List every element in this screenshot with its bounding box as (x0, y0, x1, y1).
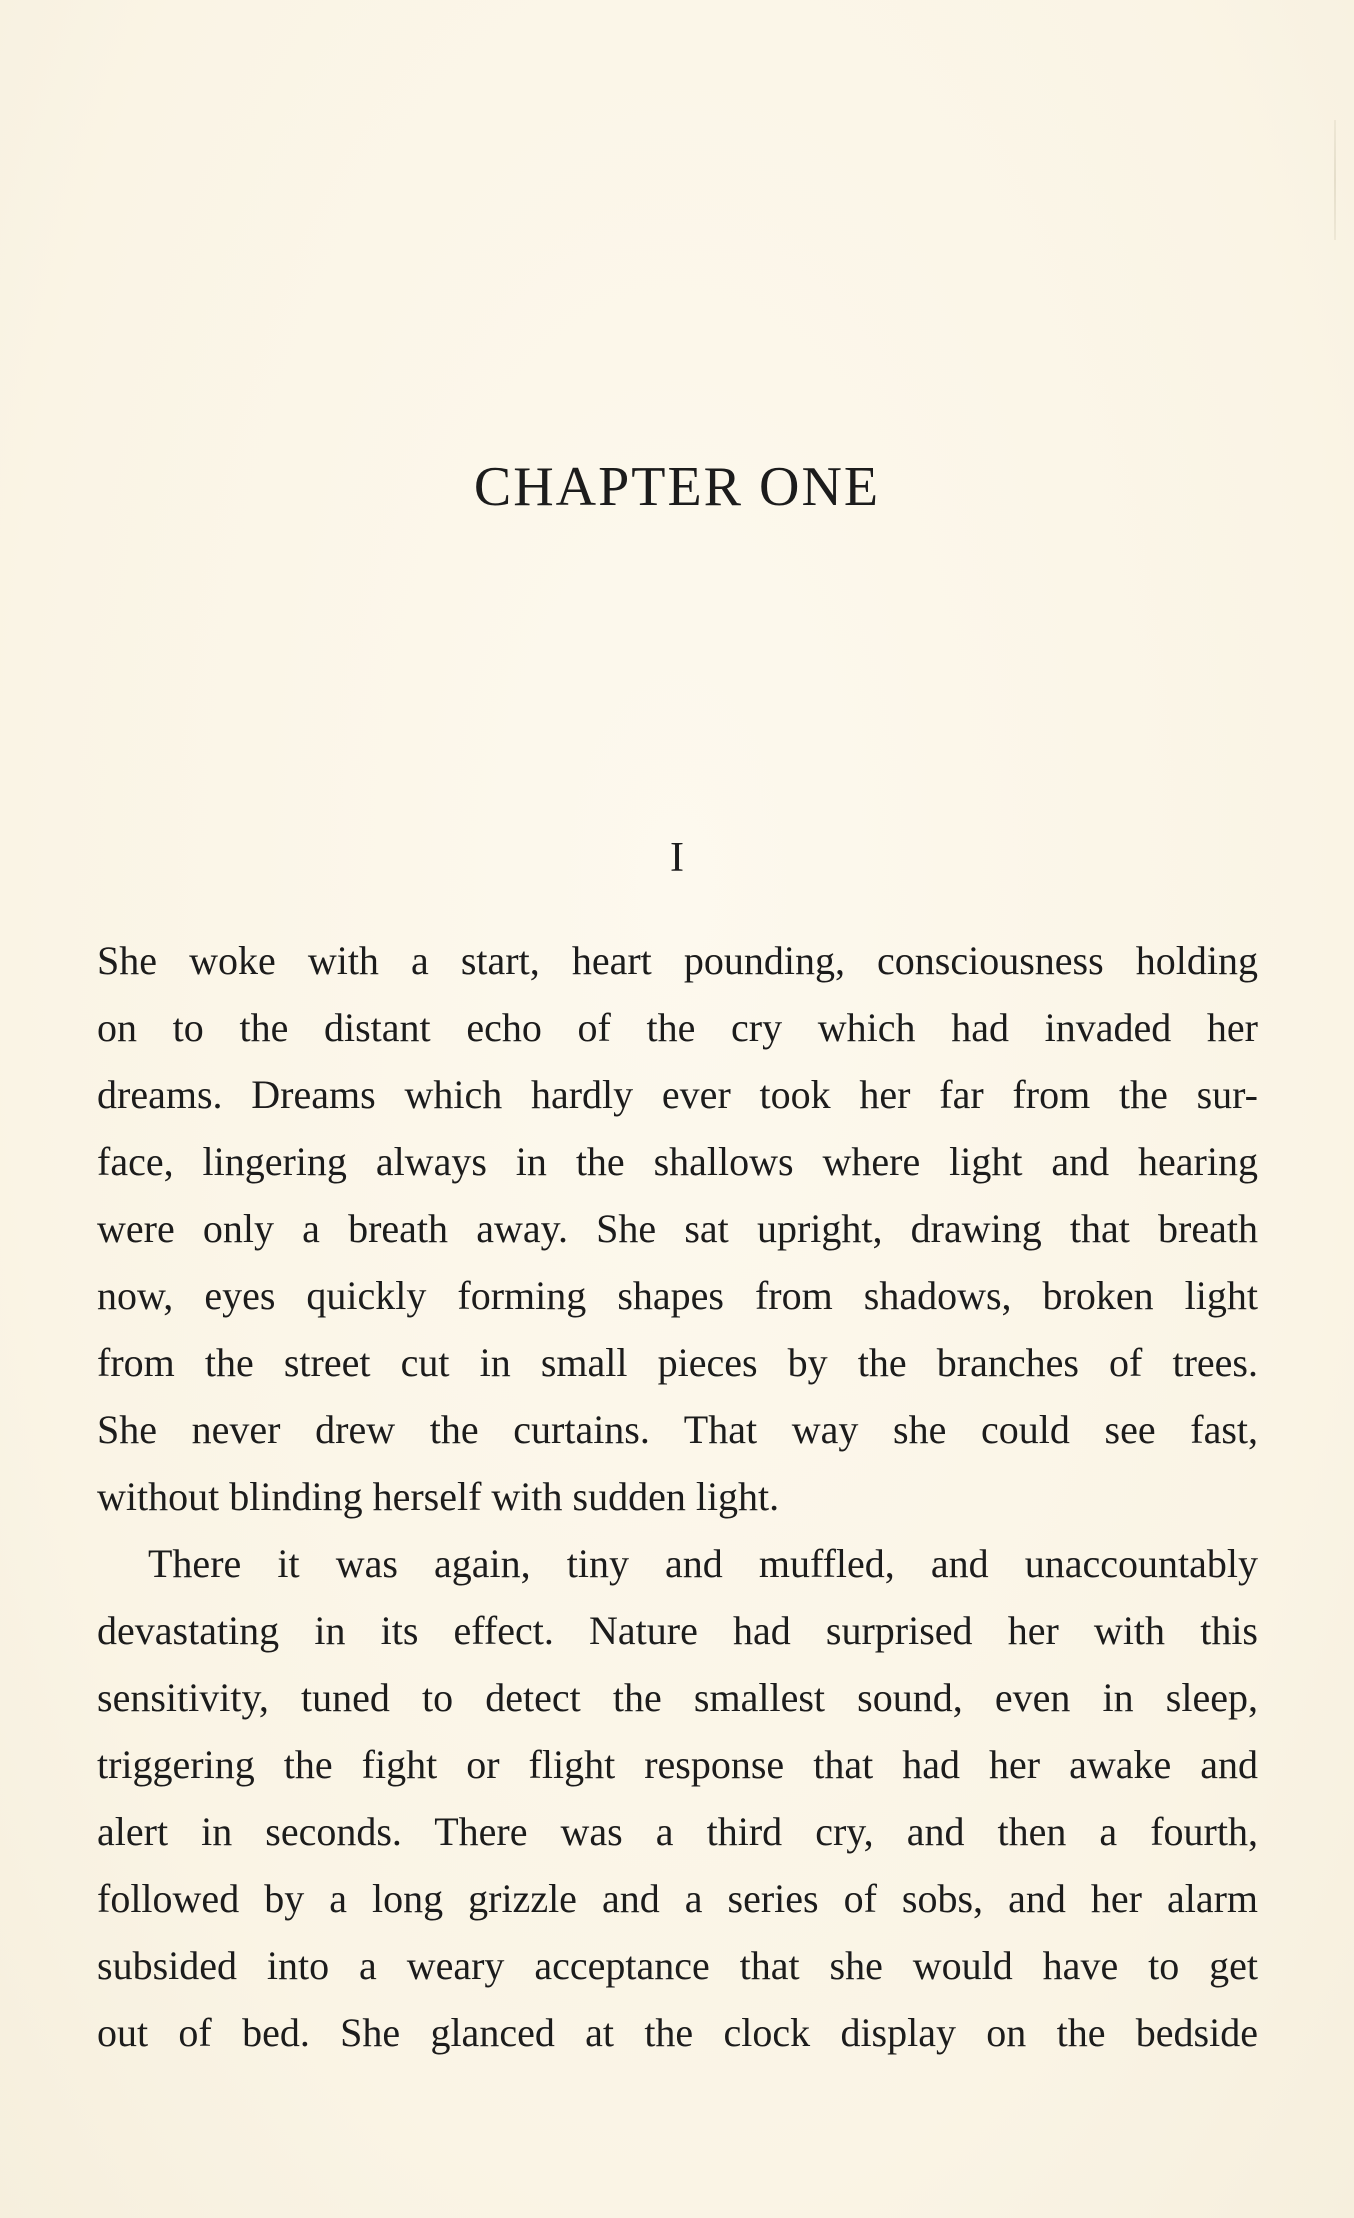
text-line: on to the distant echo of the cry which had invaded her (97, 1005, 1258, 1050)
text-line: triggering the fight or flight response that had her awake and (97, 1742, 1258, 1787)
text-line: dreams. Dreams which hardly ever took her far from the sur- (97, 1072, 1258, 1117)
text-line: face, lingering always in the shallows where light and hearing (97, 1139, 1258, 1184)
paragraph-2 (97, 1530, 1258, 2066)
text-line: without blinding herself with sudden light. (97, 1474, 780, 1519)
text-line: out of bed. She glanced at the clock display on the bedside (97, 2010, 1258, 2055)
text-line: She woke with a start, heart pounding, consciousness holding (97, 938, 1258, 983)
text-line: followed by a long grizzle and a series of sobs, and her alarm (97, 1876, 1258, 1921)
text-line: alert in seconds. There was a third cry, and then a fourth, (97, 1809, 1258, 1854)
body-text (97, 927, 1258, 2066)
text-line: now, eyes quickly forming shapes from shadows, broken light (97, 1273, 1258, 1318)
text-line: from the street cut in small pieces by the branches of trees. (97, 1340, 1258, 1385)
text-line: were only a breath away. She sat upright, drawing that breath (97, 1206, 1258, 1251)
text-line: She never drew the curtains. That way she could see fast, (97, 1407, 1258, 1452)
text-line: sensitivity, tuned to detect the smallest sound, even in sleep, (97, 1675, 1258, 1720)
text-line: subsided into a weary acceptance that she would have to get (97, 1943, 1258, 1988)
paragraph-1 (97, 927, 1258, 1530)
text-line: There it was again, tiny and muffled, and unaccountably (148, 1541, 1258, 1586)
chapter-title: CHAPTER ONE (473, 456, 881, 518)
page-edge-shadow (1334, 120, 1336, 240)
section-number: I (670, 835, 684, 881)
text-line: devastating in its effect. Nature had surprised her with this (97, 1608, 1258, 1653)
